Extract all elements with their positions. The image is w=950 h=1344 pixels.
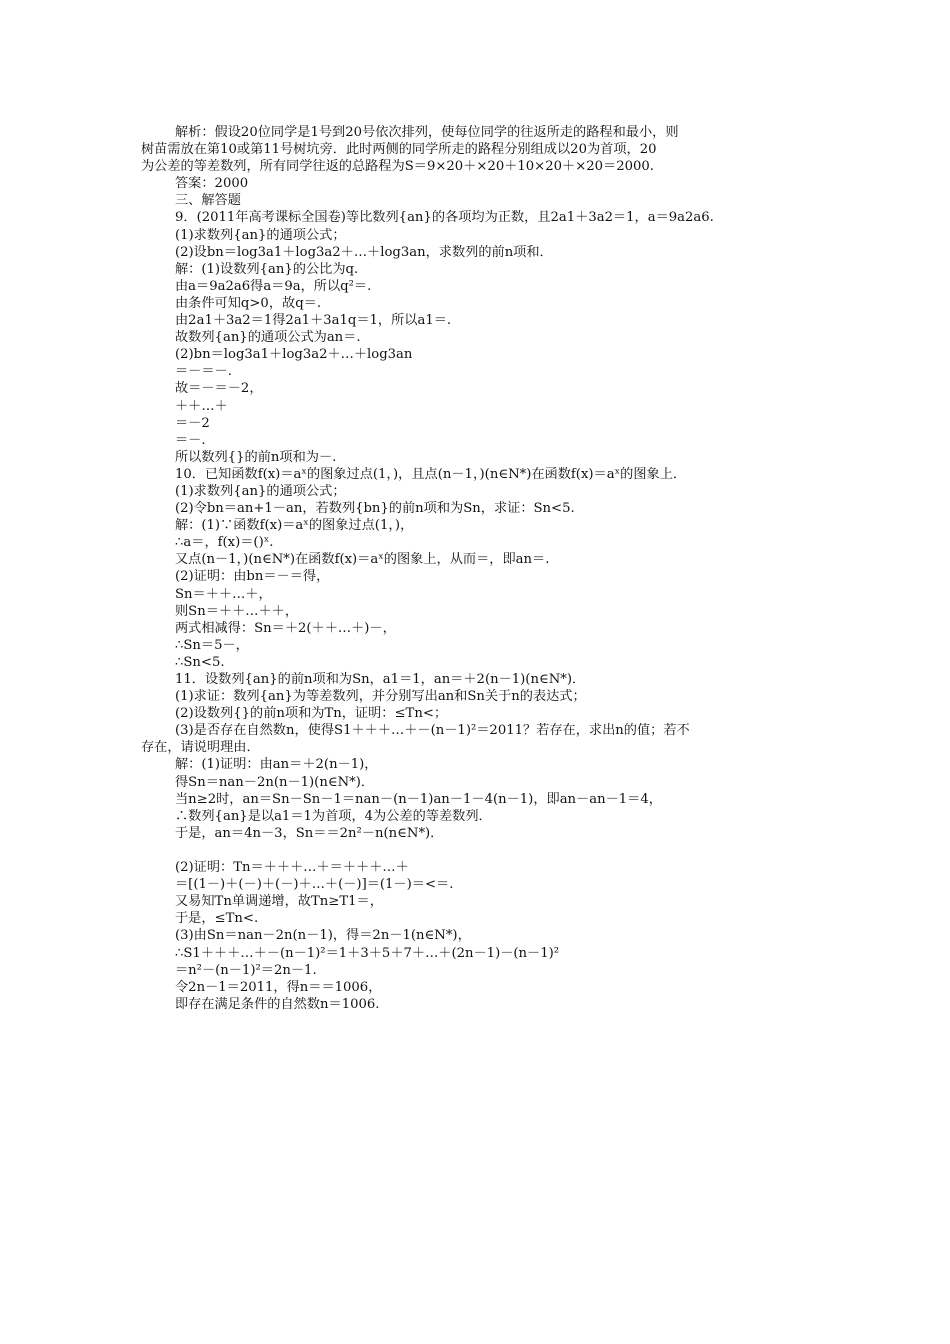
text-line: ∴S1＋＋＋…＋－(n－1)²＝1＋3＋5＋7＋…＋(2n－1)－(n－1)² <box>175 945 560 961</box>
text-line: ＝－2 <box>175 415 210 431</box>
text-line: 故数列{an}的通项公式为an＝. <box>175 330 361 346</box>
text-line: 11．设数列{an}的前n项和为Sn，a1＝1，an＝＋2(n－1)(n∈N*)． <box>175 672 586 687</box>
text-line: 于是，≤Tn<. <box>175 911 259 927</box>
text-line: 解：(1)设数列{an}的公比为q. <box>175 261 359 277</box>
text-line: (1)求证：数列{an}为等差数列，并分别写出an和Sn关于n的表达式； <box>175 689 586 705</box>
text-line: 解：(1)∵函数f(x)＝aˣ的图象过点(1，)， <box>175 518 414 534</box>
text-line: 于是，an＝4n－3，Sn＝＝2n²－n(n∈N*)． <box>175 825 444 841</box>
text-line: (2)证明：由bn＝－＝得， <box>175 569 330 585</box>
text-line: 又易知Tn单调递增，故Tn≥T1＝， <box>175 894 383 910</box>
text-line: ＝－＝－. <box>175 364 232 380</box>
text-line: 令2n－1＝2011，得n＝＝1006， <box>175 979 382 995</box>
text-line: 存在，请说明理由． <box>141 740 260 756</box>
text-line: ＝[(1－)＋(－)＋(－)＋…＋(－)]＝(1－)＝<＝. <box>175 877 454 893</box>
text-line: Sn＝＋＋…＋， <box>175 586 272 602</box>
text-line: 当n≥2时，an＝Sn－Sn－1＝nan－(n－1)an－1－4(n－1)，即an－an－1＝4， <box>175 791 662 807</box>
text-line: (1)求数列{an}的通项公式； <box>175 227 346 243</box>
text-line: (1)求数列{an}的通项公式； <box>175 483 346 499</box>
text-line: 又点(n－1，)(n∈N*)在函数f(x)＝aˣ的图象上，从而＝，即an＝. <box>175 552 550 568</box>
text-line: ∴Sn<5. <box>175 654 225 670</box>
text-line: 由a＝9a2a6得a＝9a，所以q²＝. <box>175 278 372 294</box>
text-line: 答案：2000 <box>175 176 249 192</box>
text-line <box>141 842 821 859</box>
text-line: 得Sn＝nan－2n(n－1)(n∈N*)． <box>175 774 375 790</box>
text-line: 由2a1＋3a2＝1得2a1＋3a1q＝1，所以a1＝. <box>175 313 452 329</box>
text-line: ∴Sn＝5－， <box>175 637 249 653</box>
text-line: (2)设数列{}的前n项和为Tn，证明：≤Tn<； <box>175 706 448 722</box>
text-line: ∴a＝，f(x)＝()ˣ. <box>175 535 274 551</box>
text-line: 树苗需放在第10或第11号树坑旁．此时两侧的同学所走的路程分别组成以20为首项，20 <box>141 142 657 158</box>
text-line: (2)证明：Tn＝＋＋＋…＋＝＋＋＋…＋ <box>175 860 409 876</box>
text-line: (2)设bn＝log3a1＋log3a2＋…＋log3an，求数列的前n项和． <box>175 244 553 260</box>
text-line: 由条件可知q>0，故q＝. <box>175 295 322 311</box>
text-line: (3)是否存在自然数n，使得S1＋＋＋…＋－(n－1)²＝2011？若存在，求出n的值；若不 <box>175 723 690 739</box>
text-line: 所以数列{}的前n项和为－. <box>175 449 337 465</box>
text-line: ∴数列{an}是以a1＝1为首项，4为公差的等差数列． <box>175 808 492 824</box>
text-line: 故＝－＝－2， <box>175 381 263 397</box>
text-line: ＋＋…＋ <box>175 398 228 414</box>
text-line: 10．已知函数f(x)＝aˣ的图象过点(1，)，且点(n－1，)(n∈N*)在函数f(x)＝aˣ的图象上． <box>175 466 687 482</box>
text-line: ＝n²－(n－1)²＝2n－1. <box>175 962 317 978</box>
text-line: 两式相减得：Sn＝＋2(＋＋…＋)－， <box>175 620 396 636</box>
text-line: (3)由Sn＝nan－2n(n－1)，得＝2n－1(n∈N*)， <box>175 928 471 944</box>
text-line: 为公差的等差数列，所有同学往返的总路程为S＝9×20＋×20＋10×20＋×20＝2000. <box>141 159 654 175</box>
text-line: 9．(2011年高考课标全国卷)等比数列{an}的各项均为正数，且2a1＋3a2＝1，a＝9a2a6. <box>175 210 714 226</box>
text-line: ＝－. <box>175 432 206 448</box>
text-line: 解：(1)证明：由an＝＋2(n－1)， <box>175 757 378 773</box>
text-line: 三、解答题 <box>175 193 241 209</box>
text-line: (2)bn＝log3a1＋log3a2＋…＋log3an <box>175 347 413 363</box>
text-line: 即存在满足条件的自然数n＝1006. <box>175 996 380 1012</box>
text-line: (2)令bn＝an+1－an，若数列{bn}的前n项和为Sn，求证：Sn<5. <box>175 501 575 517</box>
text-line: 解析：假设20位同学是1号到20号依次排列，使每位同学的往返所走的路程和最小，则 <box>175 125 679 140</box>
text-line: 则Sn＝＋＋…＋＋， <box>175 603 299 619</box>
document-body <box>141 124 821 1013</box>
